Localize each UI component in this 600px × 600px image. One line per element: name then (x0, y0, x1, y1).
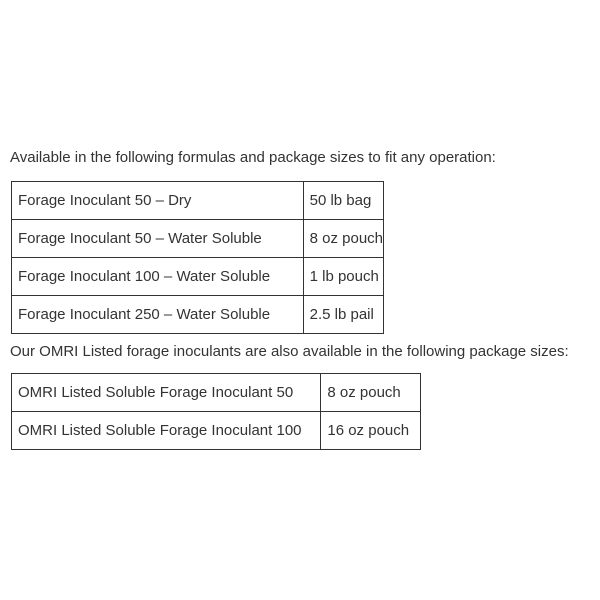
formulas-intro-text: Available in the following formulas and package sizes to fit any operation: (10, 149, 496, 166)
product-name-cell: Forage Inoculant 100 – Water Soluble (12, 258, 304, 296)
table-row (12, 258, 384, 296)
package-size-cell: 2.5 lb pail (303, 296, 383, 334)
omri-intro-text: Our OMRI Listed forage inoculants are also available in the following package sizes: (10, 343, 569, 360)
product-name-cell: Forage Inoculant 250 – Water Soluble (12, 296, 304, 334)
package-size-cell: 1 lb pouch (303, 258, 383, 296)
table-row (12, 220, 384, 258)
omri-table (11, 373, 421, 450)
package-size-cell: 8 oz pouch (321, 374, 421, 412)
table-row (12, 296, 384, 334)
product-name-cell: OMRI Listed Soluble Forage Inoculant 50 (12, 374, 321, 412)
product-name-cell: OMRI Listed Soluble Forage Inoculant 100 (12, 412, 321, 450)
table-row (12, 412, 421, 450)
table-row (12, 374, 421, 412)
formulas-table (11, 181, 384, 334)
product-name-cell: Forage Inoculant 50 – Dry (12, 182, 304, 220)
table-row (12, 182, 384, 220)
product-name-cell: Forage Inoculant 50 – Water Soluble (12, 220, 304, 258)
package-size-cell: 50 lb bag (303, 182, 383, 220)
package-size-cell: 8 oz pouch (303, 220, 383, 258)
package-size-cell: 16 oz pouch (321, 412, 421, 450)
